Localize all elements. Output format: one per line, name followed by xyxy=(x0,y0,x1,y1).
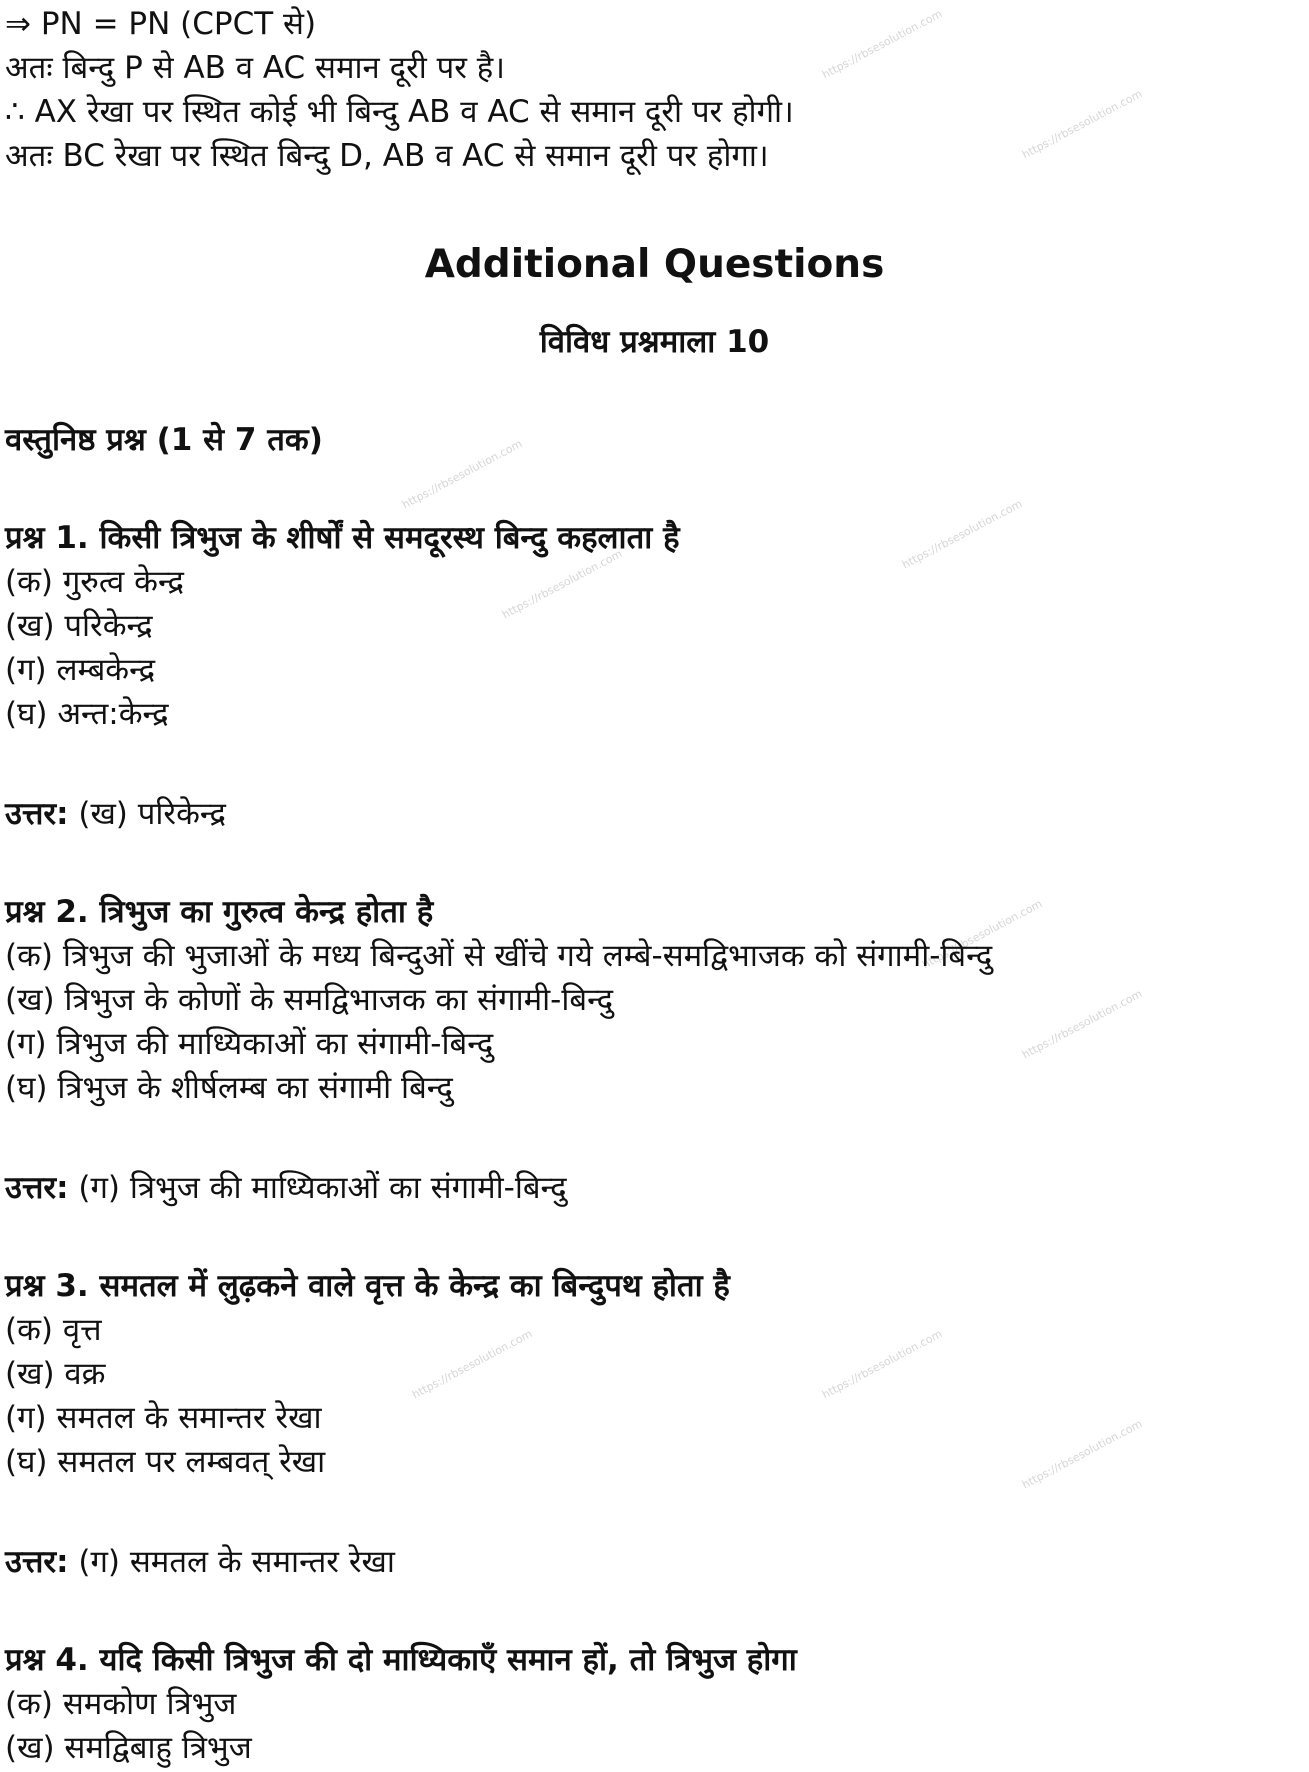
watermark: https://rbsesolution.com xyxy=(900,497,1025,572)
option: (ख) त्रिभुज के कोणों के समद्विभाजक का संगामी-बिन्दु xyxy=(5,982,614,1018)
option: (ग) त्रिभुज की माध्यिकाओं का संगामी-बिन्दु xyxy=(5,1026,494,1062)
answer xyxy=(5,1542,395,1582)
answer-text: (ख) परिकेन्द्र xyxy=(78,796,226,832)
intro-line: ∴ AX रेखा पर स्थित कोई भी बिन्दु AB व AC से समान दूरी पर होगी। xyxy=(5,94,794,130)
option: (क) समकोण त्रिभुज xyxy=(5,1686,237,1722)
option: (ख) वक्र xyxy=(5,1356,106,1392)
watermark: https://rbsesolution.com xyxy=(1020,1417,1145,1492)
question-title: प्रश्न 2. त्रिभुज का गुरुत्व केन्द्र होता है xyxy=(5,894,434,930)
watermark: https://rbsesolution.com xyxy=(920,897,1045,972)
option: (क) त्रिभुज की भुजाओं के मध्य बिन्दुओं से खींचे गये लम्बे-समद्विभाजक को संगामी-बिन्दु xyxy=(5,938,993,974)
watermark: https://rbsesolution.com xyxy=(500,547,625,622)
intro-line: ⇒ PN = PN (CPCT से) xyxy=(5,6,317,42)
answer-label: उत्तर: xyxy=(5,1544,69,1580)
page-heading: Additional Questions xyxy=(424,242,885,287)
option: (ग) समतल के समान्तर रेखा xyxy=(5,1400,322,1436)
intro-line: अतः बिन्दु P से AB व AC समान दूरी पर है। xyxy=(5,50,505,86)
question-title: प्रश्न 3. समतल में लुढ़कने वाले वृत्त के केन्द्र का बिन्दुपथ होता है xyxy=(5,1268,730,1304)
option: (ग) लम्बकेन्द्र xyxy=(5,652,156,688)
answer-label: उत्तर: xyxy=(5,1170,69,1206)
option: (घ) अन्त:केन्द्र xyxy=(5,696,169,732)
section-title: वस्तुनिष्ठ प्रश्न (1 से 7 तक) xyxy=(5,422,323,458)
watermark: https://rbsesolution.com xyxy=(400,437,525,512)
option: (ख) परिकेन्द्र xyxy=(5,608,153,644)
option: (क) वृत्त xyxy=(5,1312,102,1348)
option: (ख) समद्विबाहु त्रिभुज xyxy=(5,1730,252,1766)
answer xyxy=(5,794,226,834)
question-title: प्रश्न 1. किसी त्रिभुज के शीर्षों से समदूरस्थ बिन्दु कहलाता है xyxy=(5,520,680,556)
answer-label: उत्तर: xyxy=(5,796,69,832)
question-title: प्रश्न 4. यदि किसी त्रिभुज की दो माध्यिकाएँ समान हों, तो त्रिभुज होगा xyxy=(5,1642,797,1678)
answer-text: (ग) समतल के समान्तर रेखा xyxy=(78,1544,395,1580)
watermark: https://rbsesolution.com xyxy=(1020,87,1145,162)
watermark: https://rbsesolution.com xyxy=(820,1327,945,1402)
option: (क) गुरुत्व केन्द्र xyxy=(5,564,184,600)
answer xyxy=(5,1168,567,1208)
answer-text: (ग) त्रिभुज की माध्यिकाओं का संगामी-बिन्दु xyxy=(78,1170,567,1206)
intro-line: अतः BC रेखा पर स्थित बिन्दु D, AB व AC से समान दूरी पर होगा। xyxy=(5,138,769,174)
watermark: https://rbsesolution.com xyxy=(410,1327,535,1402)
watermark: https://rbsesolution.com xyxy=(1020,987,1145,1062)
option: (घ) समतल पर लम्बवत् रेखा xyxy=(5,1444,326,1480)
page-subheading: विविध प्रश्नमाला 10 xyxy=(539,324,770,360)
option: (घ) त्रिभुज के शीर्षलम्ब का संगामी बिन्दु xyxy=(5,1070,453,1106)
watermark: https://rbsesolution.com xyxy=(820,7,945,82)
